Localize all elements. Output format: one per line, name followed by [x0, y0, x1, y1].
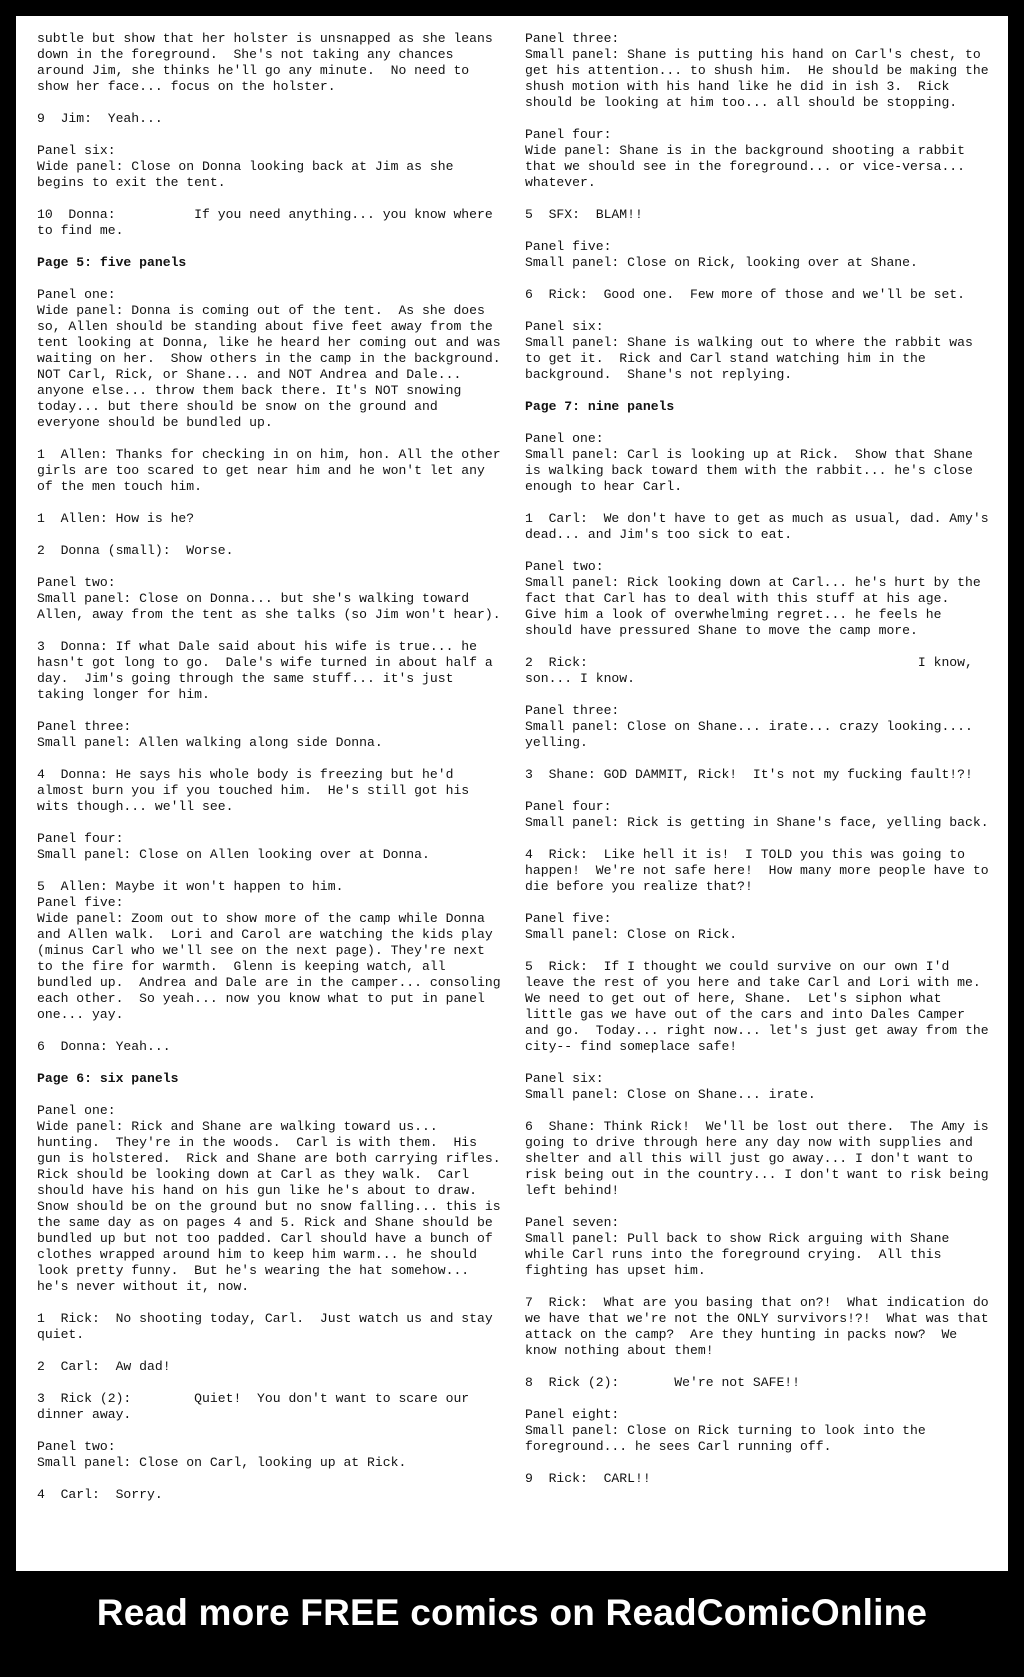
script-block: 4 Rick: Like hell it is! I TOLD you this was going to happen! We're not safe here! How many more people have to die before you realize that?! — [525, 847, 997, 894]
script-block: Panel three: Small panel: Allen walking along side Donna. — [37, 719, 383, 750]
script-block: Panel one: Wide panel: Rick and Shane are walking toward us... hunting. They're in the woods. Carl is with them. His gun is holstered. Rick and Shane are both carrying rifles. Rick should be looking down at Carl as they walk. Carl should have his hand on his gun like he's about to draw. Snow should be on the ground but no snow falling... this is the same day as on pages 4 and 5. Rick and Shane should be bundled up but not too padded. Carl should have a bunch of clothes wrapped around him to keep him warm... he should look pretty funny. But he's wearing the hat somehow... he's never without it, now. — [37, 1103, 501, 1294]
script-page — [16, 16, 1008, 1571]
script-block: 2 Rick: I know, son... I know. — [525, 655, 981, 686]
script-block: 7 Rick: What are you basing that on?! What indication do we have that we're not the ONLY survivors!?! What was that attack on the camp? Are they hunting in packs now? We know nothing about them! — [525, 1295, 997, 1358]
script-block: Panel four: Small panel: Close on Allen looking over at Donna. — [37, 831, 430, 862]
script-block: 6 Donna: Yeah... — [37, 1039, 171, 1054]
script-block: Panel three: Small panel: Shane is putting his hand on Carl's chest, to get his attention... to shush him. He should be making the shush motion with his hand like he did in ish 3. Rick should be looking at him too... all should be stopping. — [525, 31, 989, 110]
page-heading: Page 6: six panels — [37, 1071, 179, 1086]
script-block: 3 Rick (2): Quiet! You don't want to scare our dinner away. — [37, 1391, 478, 1422]
script-block: Panel five: Small panel: Close on Rick, looking over at Shane. — [525, 239, 918, 270]
script-block: 9 Jim: Yeah... — [37, 111, 163, 126]
script-block: Panel six: Wide panel: Close on Donna looking back at Jim as she begins to exit the tent. — [37, 143, 454, 190]
footer-banner: Read more FREE comics on ReadComicOnline — [96, 1592, 928, 1633]
script-block: 1 Rick: No shooting today, Carl. Just watch us and stay quiet. — [37, 1311, 501, 1342]
script-block: 3 Shane: GOD DAMMIT, Rick! It's not my fucking fault!?! — [525, 767, 973, 782]
script-block: 5 SFX: BLAM!! — [525, 207, 643, 222]
script-block: 9 Rick: CARL!! — [525, 1471, 651, 1486]
script-block: Panel eight: Small panel: Close on Rick turning to look into the foreground... he sees Carl running off. — [525, 1407, 926, 1454]
left-column — [37, 31, 507, 1519]
script-block: 4 Carl: Sorry. — [37, 1487, 163, 1502]
script-block: 1 Carl: We don't have to get as much as usual, dad. Amy's dead... and Jim's too sick to eat. — [525, 511, 997, 542]
script-block: 5 Allen: Maybe it won't happen to him. Panel five: Wide panel: Zoom out to show more of the camp while Donna and Allen walk. Lori and Carol are watching the kids play (minus Carl who we'll see on the next page). They're next to the fire for warmth. Glenn is keeping watch, all bundled up. Andrea and Dale are in the camper... consoling each other. So yeah... now you know what to put in panel one... yay. — [37, 879, 501, 1022]
script-block: 3 Donna: If what Dale said about his wife is true... he hasn't got long to go. Dale's wife turned in about half a day. Jim's going through the same stuff... it's just taking longer for him. — [37, 639, 501, 702]
script-block: 8 Rick (2): We're not SAFE!! — [525, 1375, 801, 1390]
page-heading: Page 7: nine panels — [525, 399, 675, 414]
script-block: Panel one: Wide panel: Donna is coming out of the tent. As she does so, Allen should be standing about five feet away from the tent looking at Donna, like he heard her coming out and was waiting on her. Show others in the camp in the background. NOT Carl, Rick, or Shane... and NOT Andrea and Dale... anyone else... throw them back there. It's NOT snowing today... but there should be snow on the ground and everyone should be bundled up. — [37, 287, 501, 430]
script-block: 1 Allen: How is he? — [37, 511, 195, 526]
script-block: 1 Allen: Thanks for checking in on him, hon. All the other girls are too scared to get near him and he won't let any of the men touch him. — [37, 447, 509, 494]
script-block: 2 Donna (small): Worse. — [37, 543, 234, 558]
script-block: Panel two: Small panel: Rick looking down at Carl... he's hurt by the fact that Carl has to deal with this stuff at his age. Give him a look of overwhelming regret... he feels he should have pressured Shane to move the camp more. — [525, 559, 981, 638]
script-block: Panel four: Small panel: Rick is getting in Shane's face, yelling back. — [525, 799, 989, 830]
script-block: Panel five: Small panel: Close on Rick. — [525, 911, 738, 942]
script-block: Panel three: Small panel: Close on Shane... irate... crazy looking.... yelling. — [525, 703, 973, 750]
script-block: Panel four: Wide panel: Shane is in the background shooting a rabbit that we should see in the foreground... or vice-versa... whatever. — [525, 127, 966, 190]
script-block: Panel two: Small panel: Close on Donna... but she's walking toward Allen, away from the tent as she talks (so Jim won't hear). — [37, 575, 501, 622]
script-block: 6 Rick: Good one. Few more of those and we'll be set. — [525, 287, 966, 302]
script-block: 6 Shane: Think Rick! We'll be lost out there. The Amy is going to drive through here any day now with supplies and shelter and all this will just go away... I don't want to risk being out in the country... I don't want to risk being left behind! — [525, 1119, 997, 1198]
script-block: 5 Rick: If I thought we could survive on our own I'd leave the rest of you here and take Carl and Lori with me. We need to get out of here, Shane. Let's siphon what little gas we have out of the cars and into Dales Camper and go. Today... right now... let's just get away from the city-- find someplace safe! — [525, 959, 997, 1054]
script-block: Panel seven: Small panel: Pull back to show Rick arguing with Shane while Carl runs into the foreground crying. All this fighting has upset him. — [525, 1215, 950, 1278]
page-heading: Page 5: five panels — [37, 255, 187, 270]
right-column — [525, 31, 995, 1503]
script-block: 2 Carl: Aw dad! — [37, 1359, 171, 1374]
script-block: 10 Donna: If you need anything... you know where to find me. — [37, 207, 501, 238]
script-block: 4 Donna: He says his whole body is freezing but he'd almost burn you if you touched him. He's still got his wits though... we'll see. — [37, 767, 478, 814]
script-block: Panel six: Small panel: Shane is walking out to where the rabbit was to get it. Rick and Carl stand watching him in the background. Shane's not replying. — [525, 319, 973, 382]
script-block: Panel two: Small panel: Close on Carl, looking up at Rick. — [37, 1439, 407, 1470]
script-block: subtle but show that her holster is unsnapped as she leans down in the foreground. She's not taking any chances around Jim, she thinks he'll go any minute. No need to show her face... focus on the holster. — [37, 31, 501, 94]
script-block: Panel six: Small panel: Close on Shane... irate. — [525, 1071, 816, 1102]
script-block: Panel one: Small panel: Carl is looking up at Rick. Show that Shane is walking back toward them with the rabbit... he's close enough to hear Carl. — [525, 431, 973, 494]
